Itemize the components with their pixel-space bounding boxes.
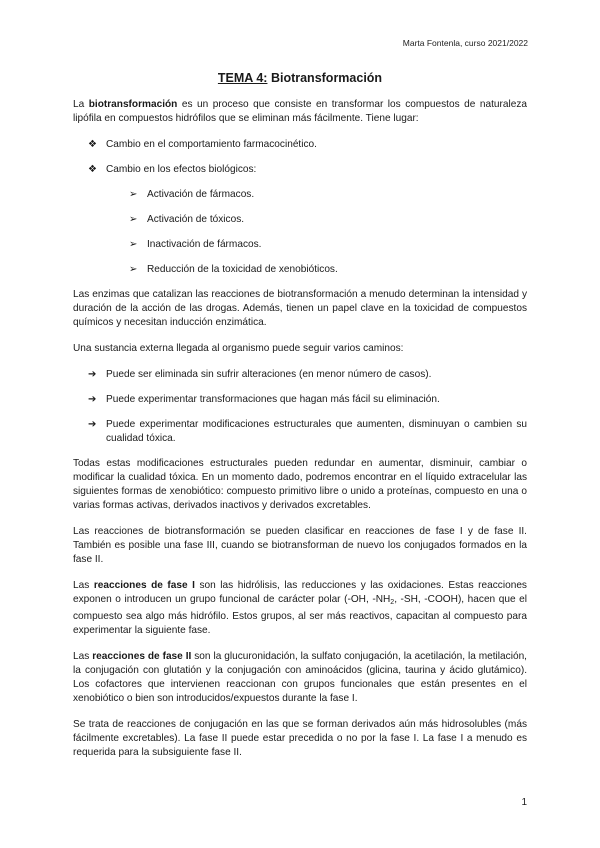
lugar-list xyxy=(73,138,527,177)
list-item-text: Activación de tóxicos. xyxy=(147,214,245,225)
list-item xyxy=(88,368,527,382)
title-text: Biotransformación xyxy=(270,71,383,85)
clasificar-paragraph: Las reacciones de biotransformación se pueden clasificar en reacciones de fase I y de fase II. También es posible una fase III, cuando se biotransforman de nuevo los conjugados formados en la fase II. xyxy=(73,526,527,565)
fase2-rest: son la glucuronidación, la sulfato conjugación, la acetilación, la metilación, la conjugación con glutatión y la conjugación con aminoácidos (glicina, taurina y ácido glutámico). Los cofactores que intervienen reaccionan con grupos funcionales que están presentes en el xenobiótico o bien son introducidos/expuestos durante la fase I. xyxy=(73,651,527,704)
document-body xyxy=(73,98,527,772)
list-item-text: Puede experimentar transformaciones que hagan más fácil su eliminación. xyxy=(106,394,440,405)
enzimas-paragraph: Las enzimas que catalizan las reacciones de biotransformación a menudo determinan la intensidad y duración de la acción de las drogas. Además, tienen un papel clave en la toxicidad de compuestos químicos y necesitan inducción enzimática. xyxy=(73,289,527,328)
page-title xyxy=(0,71,600,85)
list-item xyxy=(88,138,527,152)
arrowhead-bullet-icon: ➢ xyxy=(129,264,138,275)
intro-rest: es un proceso que consiste en transformar los compuestos de naturaleza lipófila en compuestos hidrófilos que se eliminan más fácilmente. Tiene lugar: xyxy=(73,99,527,124)
fase2-bold: reacciones de fase II xyxy=(92,651,192,662)
arrowhead-bullet-icon: ➢ xyxy=(129,239,138,250)
intro-paragraph xyxy=(73,98,527,126)
list-item xyxy=(129,263,527,277)
fase2-paragraph xyxy=(73,650,527,706)
right-arrow-bullet-icon: ➔ xyxy=(88,369,97,380)
list-item xyxy=(88,393,527,407)
caminos-list xyxy=(73,368,527,446)
list-item xyxy=(129,238,527,252)
header-author-course: Marta Fontenla, curso 2021/2022 xyxy=(402,38,528,48)
right-arrow-bullet-icon: ➔ xyxy=(88,419,97,430)
fase1-text-a: son las hidrólisis, las reducciones y las oxidaciones. Estas reacciones exponen o introducen un grupo funcional de carácter polar (-OH, -NH xyxy=(73,580,527,605)
list-item xyxy=(129,213,527,227)
list-item-text: Activación de fármacos. xyxy=(147,189,255,200)
intro-bold: biotransformación xyxy=(88,99,178,110)
list-item-text: Puede experimentar modificaciones estructurales que aumenten, disminuyan o cambien su cualidad tóxica. xyxy=(106,419,527,444)
fase1-pre: Las xyxy=(73,580,94,591)
sustancia-paragraph: Una sustancia externa llegada al organismo puede seguir varios caminos: xyxy=(73,343,404,354)
diamond-bullet-icon: ❖ xyxy=(88,164,97,175)
right-arrow-bullet-icon: ➔ xyxy=(88,394,97,405)
list-item xyxy=(129,188,527,202)
list-item-text: Cambio en los efectos biológicos: xyxy=(106,164,257,175)
diamond-bullet-icon: ❖ xyxy=(88,139,97,150)
modificaciones-paragraph: Todas estas modificaciones estructurales pueden redundar en aumentar, disminuir, cambiar o modificar la cualidad tóxica. En un momento dado, podremos encontrar en el líquido extracelular las siguientes formas de xenobiótico: compuesto primitivo libre o unido a proteínas, compuesto en una o varias formas activas, derivados inactivos y derivados excretables. xyxy=(73,458,527,511)
list-item-text: Cambio en el comportamiento farmacocinético. xyxy=(106,139,317,150)
list-item-text: Inactivación de fármacos. xyxy=(147,239,262,250)
fase1-bold: reacciones de fase I xyxy=(93,580,195,591)
page-number: 1 xyxy=(521,797,527,808)
fase1-subscript: 2 xyxy=(390,599,395,606)
conjugacion-paragraph: Se trata de reacciones de conjugación en las que se forman derivados aún más hidrosolubles (más fácilmente excretables). La fase II puede estar precedida o no por la fase I. La fase I a menudo es requerida para la subsiguiente fase II. xyxy=(73,719,527,758)
list-item xyxy=(88,163,527,177)
fase1-paragraph xyxy=(73,579,527,638)
list-item xyxy=(88,418,527,446)
fase2-pre: Las xyxy=(73,651,93,662)
efectos-list xyxy=(73,188,527,277)
intro-pre: La xyxy=(73,99,89,110)
list-item-text: Puede ser eliminada sin sufrir alteraciones (en menor número de casos). xyxy=(106,369,432,380)
arrowhead-bullet-icon: ➢ xyxy=(129,189,138,200)
list-item-text: Reducción de la toxicidad de xenobióticos. xyxy=(147,264,338,275)
arrowhead-bullet-icon: ➢ xyxy=(129,214,138,225)
title-prefix: TEMA 4: xyxy=(217,71,268,85)
fase1-text-b: , -SH, -COOH), hacen que el compuesto sea algo más hidrófilo. Estos grupos, al ser más reactivos, capacitan al compuesto para experimentar la siguiente fase. xyxy=(73,594,527,636)
